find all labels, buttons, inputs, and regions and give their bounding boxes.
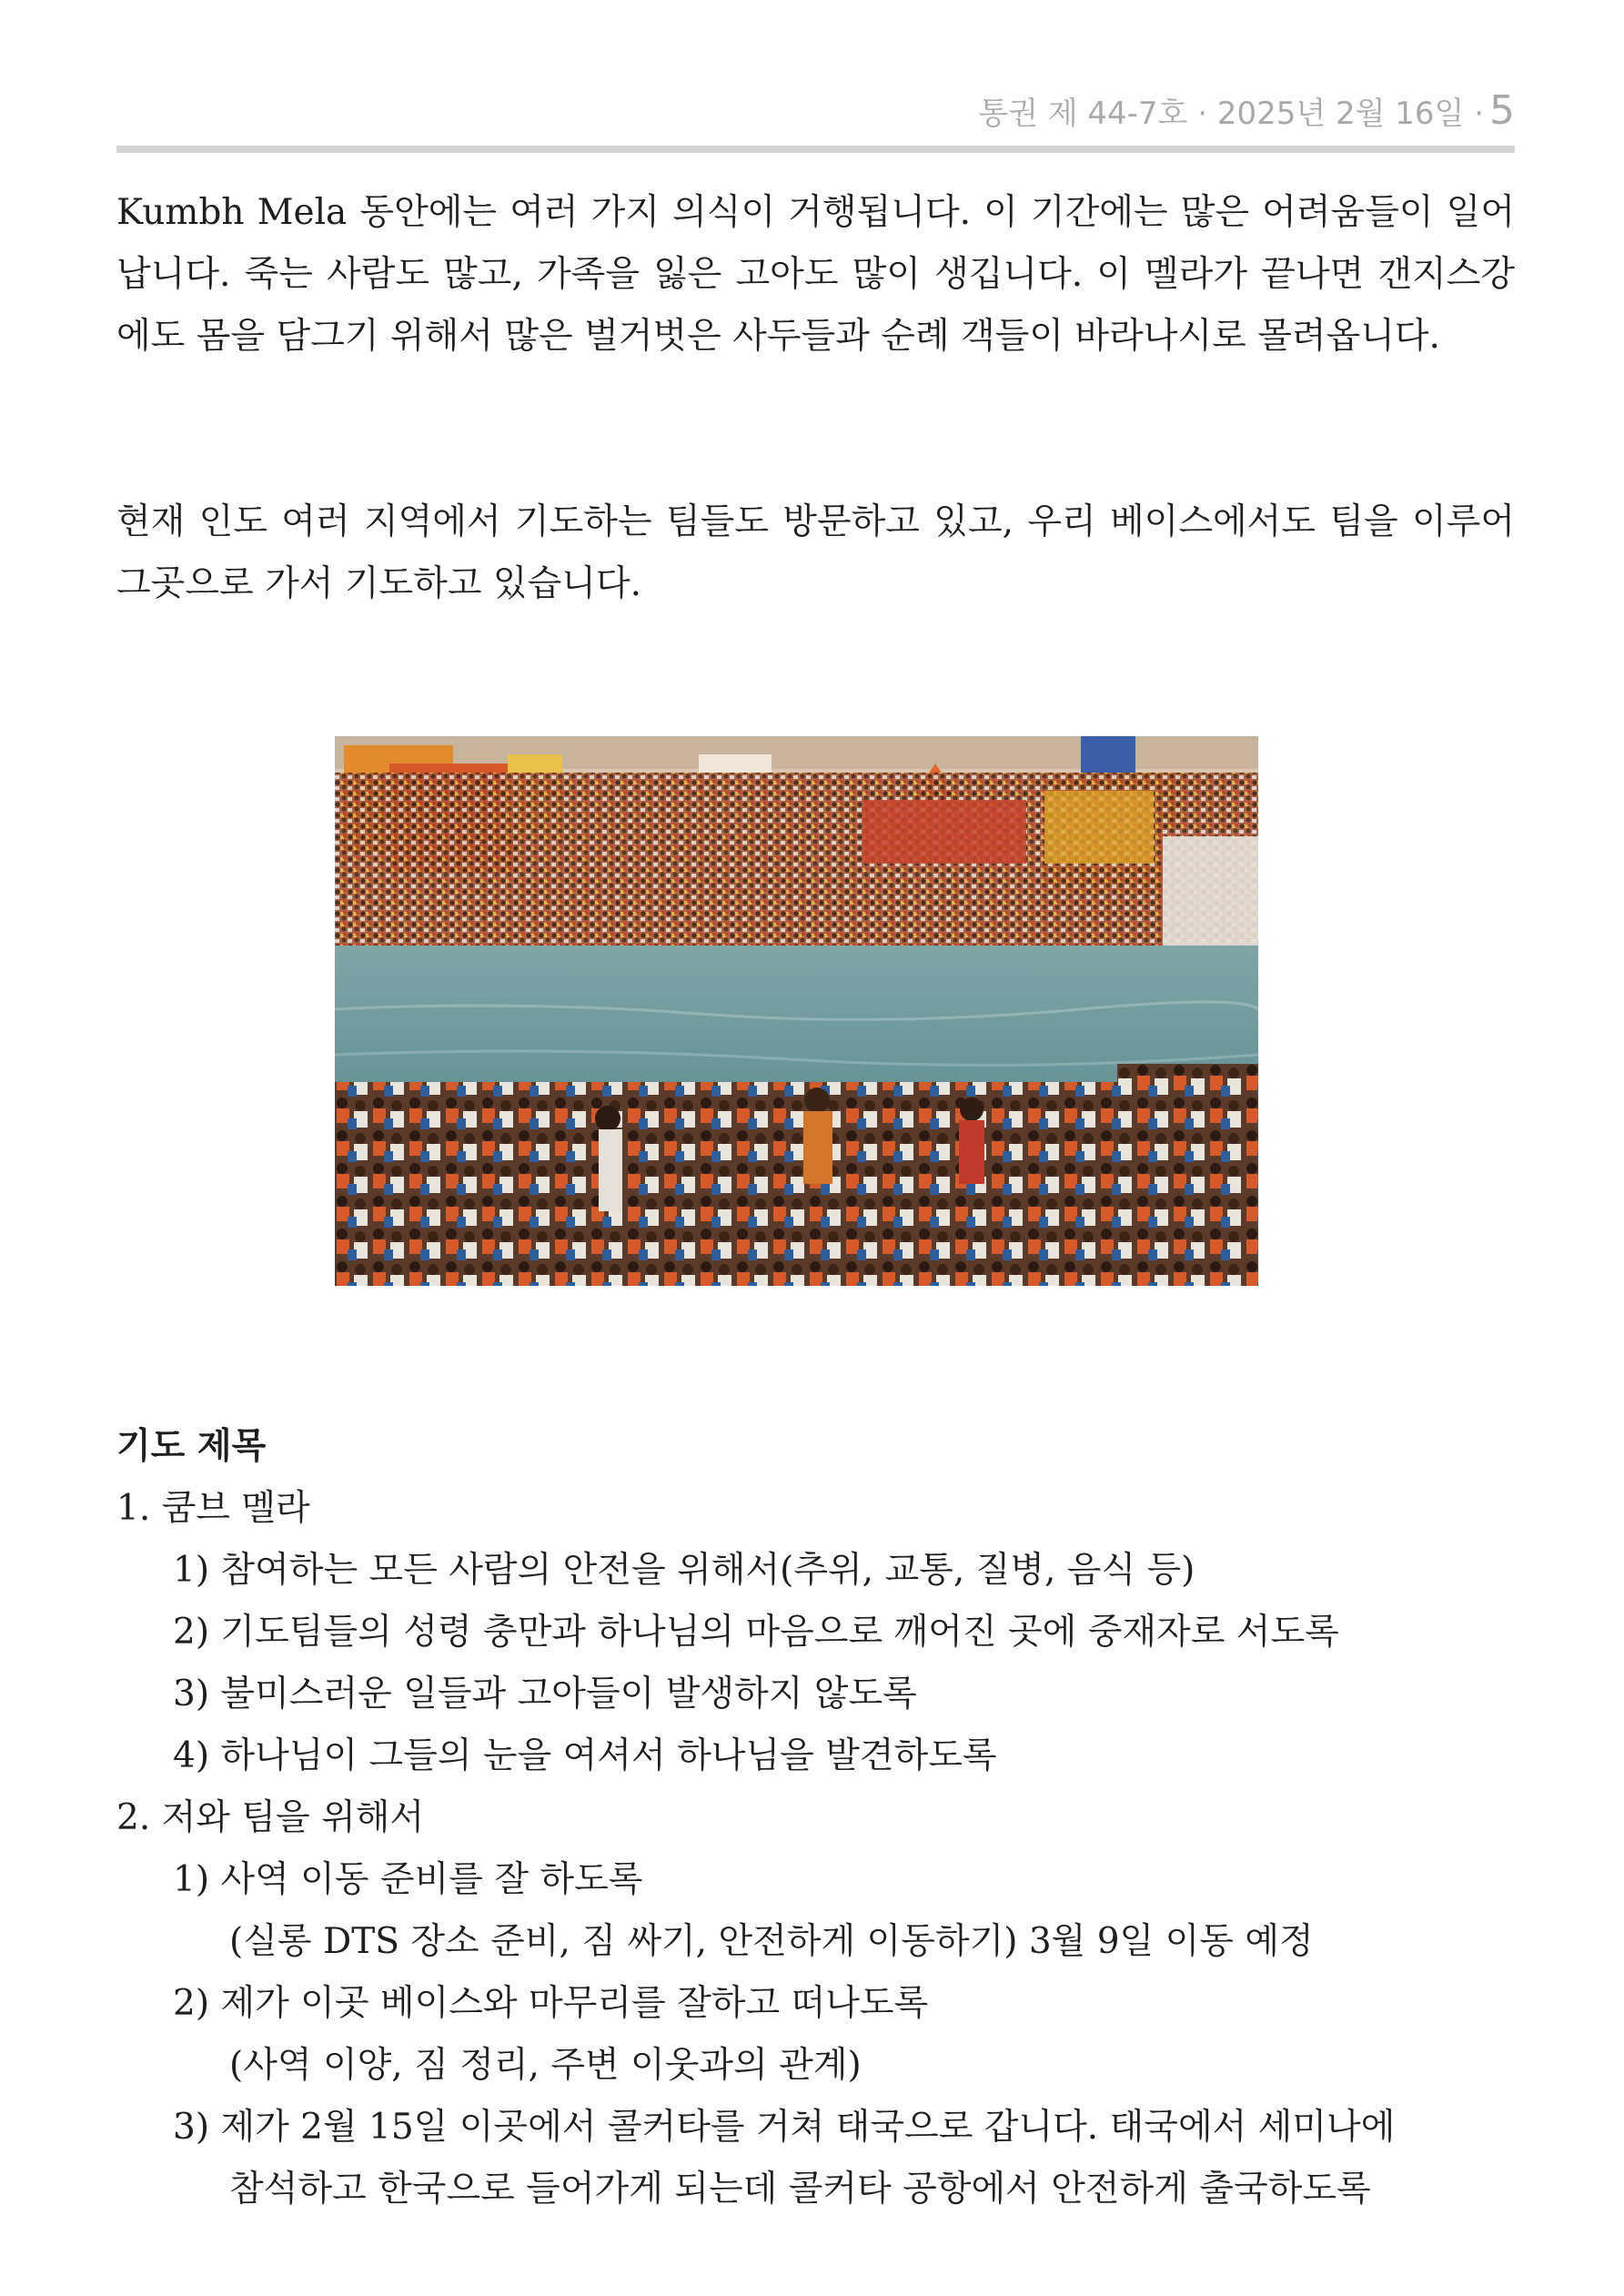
prayer-subitem: 2) 제가 이곳 베이스와 마무리를 잘하고 떠나도록 [173,1983,929,2024]
prayer-item: 2. 저와 팀을 위해서 [116,1797,425,1838]
paragraph-prayer-teams: 현재 인도 여러 지역에서 기도하는 팀들도 방문하고 있고, 우리 베이스에서도 팀을 이루어 그곳으로 가서 기도하고 있습니다. [116,501,1515,604]
prayer-detail: (실롱 DTS 장소 준비, 짐 싸기, 안전하게 이동하기) 3월 9일 이동 예정 [229,1921,1314,1962]
header-rule [116,146,1515,153]
prayer-subitem: 4) 하나님이 그들의 눈을 여셔서 하나님을 발견하도록 [173,1735,997,1776]
prayer-item: 1. 쿰브 멜라 [116,1488,310,1529]
prayer-subitem: 3) 제가 2월 15일 이곳에서 콜커타를 거쳐 태국으로 갑니다. 태국에서 세미나에 [173,2107,1396,2148]
prayer-subitem: 3) 불미스러운 일들과 고아들이 발생하지 않도록 [173,1674,917,1714]
prayer-detail: 참석하고 한국으로 들어가게 되는데 콜커타 공항에서 안전하게 출국하도록 [229,2169,1371,2210]
issue-info: 통권 제 44-7호 · 2025년 2월 16일 · [978,96,1484,132]
paragraph-kumbh-mela: Kumbh Mela 동안에는 여러 가지 의식이 거행됩니다. 이 기간에는 많은 어려움들이 일어납니다. 죽는 사람도 많고, 가족을 잃은 고아도 많이 생깁니다. 이 멜라가 끝나면 갠지스강에도 몸을 담그기 위해서 많은 벌거벗은 사두들과 순례 객들이 바라나시로 몰려옵니다. [116,192,1515,357]
prayer-subitem: 1) 사역 이동 준비를 잘 하도록 [173,1859,643,1900]
page-header [116,84,1515,138]
prayer-subitem: 2) 기도팀들의 성령 충만과 하나님의 마음으로 깨어진 곳에 중재자로 서도록 [173,1612,1339,1653]
prayer-section [116,1416,1515,2220]
prayer-title: 기도 제목 [116,1426,267,1467]
page-number: 5 [1489,87,1515,134]
kumbh-mela-crowd-photo [335,736,1258,1286]
prayer-subitem: 1) 참여하는 모든 사람의 안전을 위해서(추위, 교통, 질병, 음식 등) [173,1550,1195,1591]
prayer-detail: (사역 이양, 짐 정리, 주변 이웃과의 관계) [229,2045,862,2086]
